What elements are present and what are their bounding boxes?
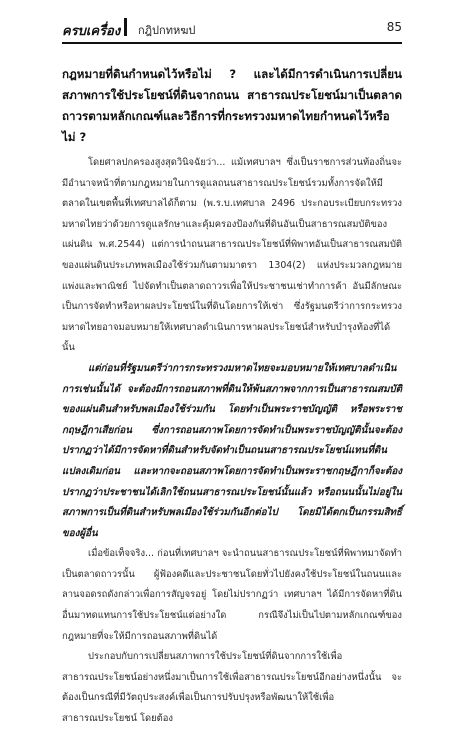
paragraph-legal-requirement: แต่ก่อนที่รัฐมนตรีว่าการกระทรวงมหาดไทยจะมอบหมายให้เทศบาลดำเนินการเช่นนั้นได้ จะต้องมีการถอนสภาพที่ดินให้พ้นสภาพจากการเป็นสาธารณสมบัติของแผ่นดินสำหรับพลเมืองใช้ร่วมกัน โดยทำเป็นพระราชบัญญัติ หรือพระราชกฤษฎีกาเสียก่อน ซึ่งการถอนสภาพโดยการจัดทำเป็นพระราชบัญญัตินั้นจะต้องปรากฏว่าได้มีการจัดหาที่ดินสำหรับจัดทำเป็นถนนสาธารณประโยชน์แทนที่ดินแปลงเดิมก่อน และหากจะถอนสภาพโดยการจัดทำเป็นพระราชกฤษฎีกาก็จะต้องปรากฏว่าประชาชนได้เลิกใช้ถนนสาธารณประโยชน์นั้นแล้ว หรือถนนนั้นไม่อยู่ในสภาพการเป็นที่ดินสำหรับพลเมืองใช้ร่วมกันอีกต่อไป โดยมิได้ตกเป็นกรรมสิทธิ์ของผู้อื่น	[62, 362, 402, 539]
page-body	[62, 64, 402, 730]
paragraph-continuation: ประกอบกับการเปลี่ยนสภาพการใช้ประโยชน์ที่ดินจากการใช้เพื่อสาธารณประโยชน์อย่างหนึ่งมาเป็นการใช้เพื่อสาธารณประโยชน์อีกอย่างหนึ่งนั้น จะต้องเป็นกรณีที่มีวัตถุประสงค์เพื่อเป็นการปรับปรุงหรือพัฒนาให้ใช้เพื่อสาธารณประโยชน์ โดยต้อง	[62, 651, 402, 725]
book-title: ครบเครื่อง	[62, 24, 121, 39]
paragraph-court-ruling: โดยศาลปกครองสูงสุดวินิจฉัยว่า... แม้เทศบาลฯ ซึ่งเป็นราชการส่วนท้องถิ่นจะมีอำนาจหน้าที่ตามกฎหมายในการดูแลถนนสาธารณประโยชน์รวมทั้งการจัดให้มีตลาดในเขตพื้นที่เทศบาลได้ก็ตาม (พ.ร.บ.เทศบาล 2496 ประกอบระเบียบกระทรวงมหาดไทยว่าด้วยการดูแลรักษาและคุ้มครองป้องกันที่ดินอันเป็นสาธารณสมบัติของแผ่นดิน พ.ศ.2544) แต่การนำถนนสาธารณประโยชน์ที่พิพาทอันเป็นสาธารณสมบัติของแผ่นดินประเภทพลเมืองใช้ร่วมกันตามมาตรา 1304(2) แห่งประมวลกฎหมายแพ่งและพาณิชย์ ไปจัดทำเป็นตลาดถาวรเพื่อให้ประชาชนเช่าทำการค้า อันมีลักษณะเป็นการจัดทำหรือหาผลประโยชน์ในที่ดินโดยการให้เช่า ซึ่งรัฐมนตรีว่าการกระทรวงมหาดไทยอาจมอบหมายให้เทศบาลดำเนินการหาผลประโยชน์สำหรับบำรุงท้องที่ได้นั้น	[62, 157, 402, 354]
question-heading: กฎหมายที่ดินกำหนดไว้หรือไม่ ? และได้มีการดำเนินการเปลี่ยนสภาพการใช้ประโยชน์ที่ดินจากถนน สาธารณประโยชน์มาเป็นตลาดถาวรตามหลักเกณฑ์และวิธีการที่กระทรวงมหาดไทยกำหนดไว้หรือไม่ ?	[62, 67, 402, 144]
page-number: 85	[386, 20, 402, 34]
page-header	[62, 18, 402, 40]
header-rule	[62, 42, 402, 44]
header-divider	[124, 18, 127, 36]
paragraph-facts: เมื่อข้อเท็จจริง... ก่อนที่เทศบาลฯ จะนำถนนสาธารณประโยชน์ที่พิพาทมาจัดทำเป็นตลาดถาวรนั้น ผู้ฟ้องคดีและประชาชนโดยทั่วไปยังคงใช้ประโยชน์ในถนนและลานจอดรถดังกล่าวเพื่อการสัญจรอยู่ โดยไม่ปรากฏว่า เทศบาลฯ ได้มีการจัดหาที่ดินอื่นมาทดแทนการใช้ประโยชน์แต่อย่างใด กรณีจึงไม่เป็นไปตามหลักเกณฑ์ของกฎหมายที่จะให้มีการถอนสภาพที่ดินได้	[62, 548, 402, 642]
section-title: กฎิปกทหฆป	[138, 24, 196, 37]
